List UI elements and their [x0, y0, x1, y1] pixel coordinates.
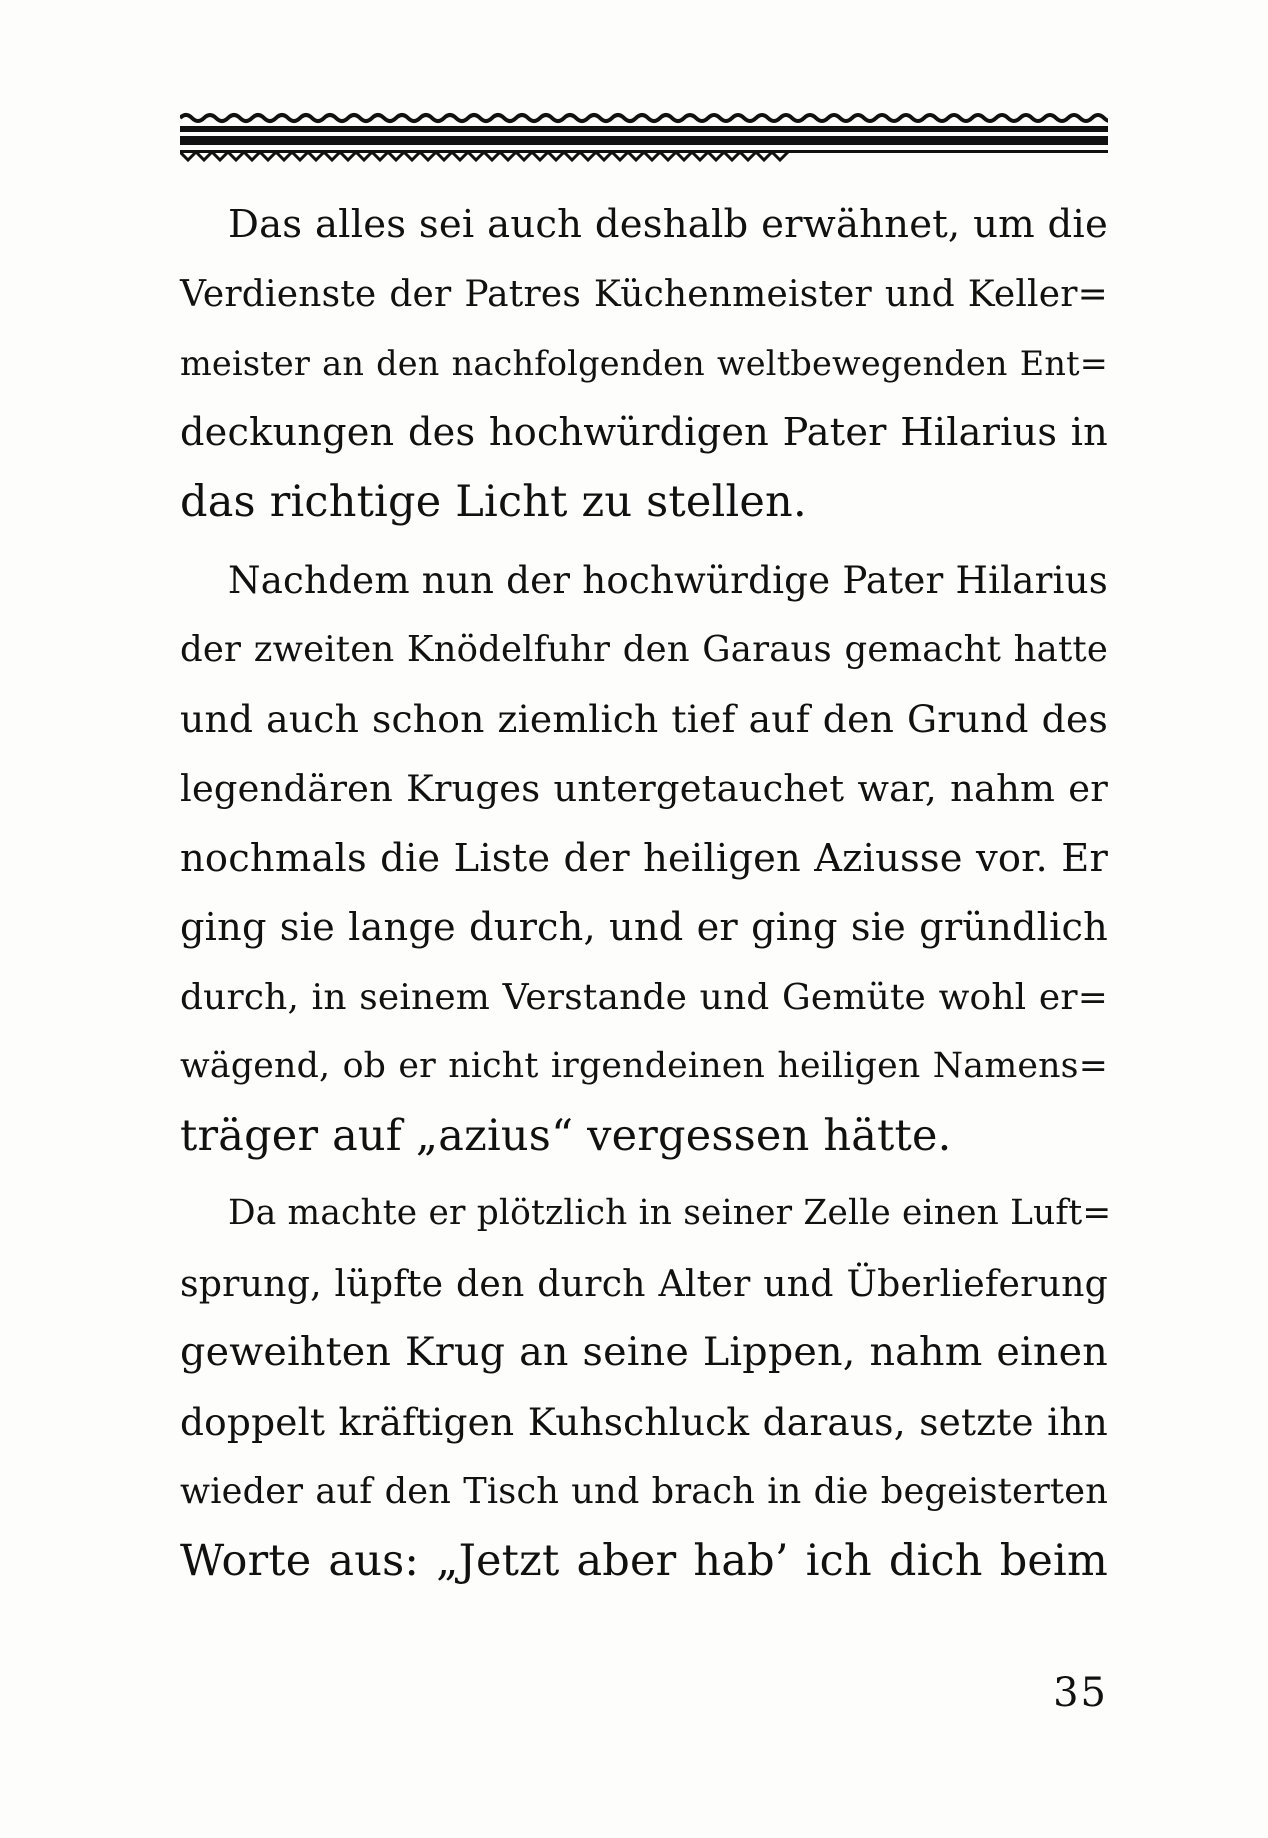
text-line: deckungen des hochwürdigen Pater Hilarius in: [180, 410, 1108, 455]
ornament-wave-top: [180, 115, 1108, 121]
text-line: nochmals die Liste der heiligen Aziusse vor. Er: [180, 835, 1108, 881]
ornament-bar-2: [180, 136, 1108, 145]
text-line: Verdienste der Patres Küchenmeister und Keller=: [180, 273, 1108, 315]
ornament-wave-bottom: [180, 152, 788, 160]
text-line: wägend, ob er nicht irgendeinen heiligen Namens=: [180, 1046, 1108, 1086]
text-line: durch, in seinem Verstande und Gemüte wohl er=: [180, 976, 1108, 1018]
text-line: und auch schon ziemlich tief auf den Grund des: [180, 696, 1108, 741]
text-line: sprung, lüpfte den durch Alter und Überlieferung: [180, 1261, 1108, 1305]
text-line: doppelt kräftigen Kuhschluck daraus, setzte ihn: [180, 1399, 1108, 1444]
text-line: wieder auf den Tisch und brach in die begeisterten: [180, 1471, 1108, 1512]
text-line: geweihten Krug an seine Lippen, nahm einen: [180, 1329, 1108, 1375]
text-line: Nachdem nun der hochwürdige Pater Hilarius: [228, 558, 1108, 602]
page-number: 35: [1053, 1670, 1108, 1716]
text-line: meister an den nachfolgenden weltbewegenden Ent=: [180, 344, 1108, 383]
text-line: der zweiten Knödelfuhr den Garaus gemacht hatte: [180, 629, 1108, 670]
body-text: [180, 190, 1112, 1596]
ornament-bar-3: [180, 150, 1108, 153]
header-ornament: [180, 112, 1108, 164]
text-line: das richtige Licht zu stellen.: [180, 477, 807, 527]
text-line: ging sie lange durch, und er ging sie gründlich: [180, 905, 1108, 950]
text-line: Worte aus: „Jetzt aber hab’ ich dich beim: [180, 1535, 1108, 1586]
ornament-bar-1: [180, 126, 1108, 132]
text-line: träger auf „azius“ vergessen hätte.: [180, 1110, 952, 1161]
text-line: legendären Kruges untergetauchet war, nahm er: [180, 767, 1108, 810]
text-line: Das alles sei auch deshalb erwähnet, um die: [228, 202, 1108, 247]
text-line: Da machte er plötzlich in seiner Zelle einen Luft=: [228, 1193, 1112, 1233]
